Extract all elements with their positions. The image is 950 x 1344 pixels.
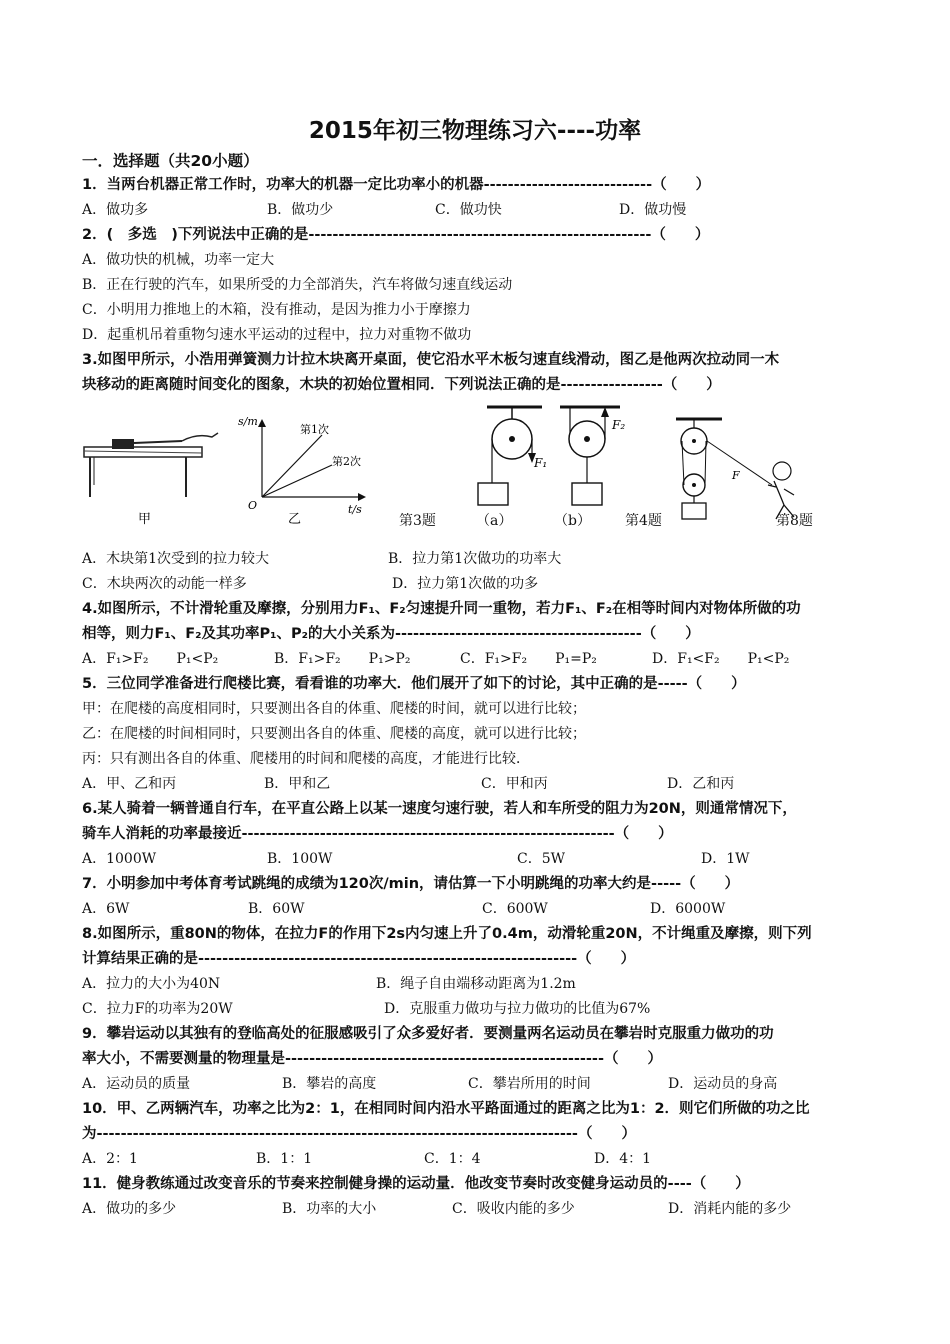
question-5: 5．三位同学准备进行爬楼比赛，看看谁的功率大．他们展开了如下的讨论，其中正确的是-----（ ） [82,676,746,692]
option-c: C．木块两次的动能一样多 [82,576,247,592]
option-a: A．6W [82,901,130,917]
question-8-line-2: 计算结果正确的是---------------------------------------------------------------（ ） [82,951,636,967]
caption-3: 第3题 [399,513,436,529]
option-b: B．做功少 [267,202,334,218]
question-8-options-row-2 [82,998,650,1020]
caption-8: 第8题 [776,513,813,529]
option-b: B．拉力第1次做功的功率大 [388,551,562,567]
figure-4b [560,407,625,505]
origin-label: O [248,499,258,512]
question-2-option-c: C．小明用力推地上的木箱，没有推动，是因为推力小于摩擦力 [82,302,471,318]
graph-line-2 [262,465,332,497]
option-b: B．60W [248,901,305,917]
option-a: A．F₁>F₂ P₁<P₂ [82,651,219,667]
question-11: 11．健身教练通过改变音乐的节奏来控制健身操的运动量．他改变节奏时改变健身运动员的----（ ） [82,1176,750,1192]
figure-yi [238,415,366,527]
option-c: C．做功快 [435,202,502,218]
label-jia: 甲 [138,512,152,527]
question-3-options-row-1 [82,548,561,570]
line-1-label: 第1次 [300,423,329,436]
option-d: D．4：1 [594,1151,652,1167]
page-title: 2015年初三物理练习六----功率 [308,118,642,144]
question-7-options [82,898,725,920]
option-a: A．2：1 [82,1151,138,1167]
question-7: 7．小明参加中考体育考试跳绳的成绩为120次/min，请估算一下小明跳绳的功率大约是-----（ ） [82,876,740,892]
option-d: D．乙和丙 [667,776,735,792]
question-4-line-1: 4.如图所示，不计滑轮重及摩擦，分别用力F₁、F₂匀速提升同一重物，若力F₁、F₂在相等时间内对物体所做的功 [82,601,801,617]
question-5-options [82,773,734,795]
force-f1-label: F₁ [534,456,548,470]
option-c: C．拉力F的功率为20W [82,1001,233,1017]
option-d: D．做功慢 [619,202,687,218]
option-b: B．绳子自由端移动距离为1.2m [376,976,576,992]
option-c: C．攀岩所用的时间 [468,1076,591,1092]
question-3-line-2: 块移动的距离随时间变化的图象，木块的初始位置相同．下列说法正确的是-----------------（ ） [82,377,721,393]
option-a: A．拉力的大小为40N [82,976,221,992]
question-3-options-row-2 [82,573,538,595]
figure-4a [478,407,547,505]
question-10-line-1: 10．甲、乙两辆汽车，功率之比为2：1，在相同时间内沿水平路面通过的距离之比为1：2．则它们所做的功之比 [82,1101,810,1117]
option-b: B．F₁>F₂ P₁>P₂ [274,651,411,667]
question-3-line-1: 3.如图甲所示，小浩用弹簧测力计拉木块离开桌面，使它沿水平木板匀速直线滑动，图乙是他两次拉动同一木 [82,352,780,368]
question-6-options [82,848,750,870]
option-d: D．运动员的身高 [668,1076,778,1092]
option-c: C．吸收内能的多少 [452,1201,575,1217]
caption-a: （a） [476,513,513,529]
question-9-options [82,1073,777,1095]
option-b: B．甲和乙 [264,776,331,792]
question-5-bing: 丙：只有测出各自的体重、爬楼用的时间和爬楼的高度，才能进行比较． [82,751,530,767]
question-11-options [82,1198,791,1220]
question-2-option-a: A．做功快的机械，功率一定大 [82,252,275,268]
force-f-label: F [732,469,740,482]
option-c: C．5W [517,851,566,867]
question-1: 1．当两台机器正常工作时，功率大的机器一定比功率小的机器----------------------------（ ） [82,177,711,193]
option-c: C．F₁>F₂ P₁=P₂ [460,651,597,667]
option-b: B．功率的大小 [282,1201,377,1217]
axis-t-label: t/s [348,503,362,516]
option-d: D．拉力第1次做的功多 [392,576,539,592]
force-f2-label: F₂ [612,418,626,432]
caption-4: 第4题 [625,513,662,529]
question-2-option-d: D．起重机吊着重物匀速水平运动的过程中，拉力对重物不做功 [82,327,472,343]
option-c: C．600W [482,901,548,917]
figures-row [82,395,882,540]
question-10-line-2: 为--------------------------------------------------------------------------------（ ） [82,1126,636,1142]
option-d: D．6000W [650,901,726,917]
option-a: A．做功的多少 [82,1201,177,1217]
figure-jia [84,433,218,527]
question-5-jia: 甲：在爬楼的高度相同时，只要测出各自的体重、爬楼的时间，就可以进行比较； [82,701,586,717]
option-a: A．甲、乙和丙 [82,776,177,792]
option-a: A．运动员的质量 [82,1076,191,1092]
option-d: D．F₁<F₂ P₁<P₂ [652,651,790,667]
line-2-label: 第2次 [332,455,361,468]
question-6-line-2: 骑车人消耗的功率最接近--------------------------------------------------------------（ ） [82,826,673,842]
question-1-options [82,199,686,221]
option-b: B．攀岩的高度 [282,1076,377,1092]
question-6-line-1: 6.某人骑着一辆普通自行车，在平直公路上以某一速度匀速行驶，若人和车所受的阻力为20N，则通常情况下， [82,801,797,817]
question-9-line-2: 率大小，不需要测量的物理量是-----------------------------------------------------（ ） [82,1051,662,1067]
section-heading: 一．选择题（共20小题） [82,152,259,170]
question-2-option-b: B．正在行驶的汽车，如果所受的力全部消失，汽车将做匀速直线运动 [82,277,513,293]
question-2: 2．( 多选 )下列说法中正确的是---------------------------------------------------------（ ） [82,227,710,243]
option-a: A．木块第1次受到的拉力较大 [82,551,270,567]
question-10-options [82,1148,651,1170]
question-8-line-1: 8.如图所示，重80N的物体，在拉力F的作用下2s内匀速上升了0.4m，动滑轮重20N，不计绳重及摩擦，则下列 [82,926,812,942]
option-a: A．做功多 [82,202,149,218]
graph-line-1 [262,435,322,497]
caption-b: （b） [554,513,591,529]
option-d: D．克服重力做功与拉力做功的比值为67% [384,1001,651,1017]
question-4-options [82,648,789,670]
question-4-line-2: 相等，则力F₁、F₂及其功率P₁、P₂的大小关系为-----------------------------------------（ ） [82,626,700,642]
question-5-yi: 乙：在爬楼的时间相同时，只要测出各自的体重、爬楼的高度，就可以进行比较； [82,726,586,742]
option-d: D．消耗内能的多少 [668,1201,792,1217]
option-c: C．甲和丙 [481,776,548,792]
question-8-options-row-1 [82,973,576,995]
axis-s-label: s/m [238,415,258,428]
question-9-line-1: 9．攀岩运动以其独有的登临高处的征服感吸引了众多爱好者．要测量两名运动员在攀岩时克服重力做功的功 [82,1026,774,1042]
option-c: C．1：4 [424,1151,481,1167]
option-b: B．100W [267,851,333,867]
option-b: B．1：1 [256,1151,313,1167]
label-yi: 乙 [288,512,302,527]
option-a: A．1000W [82,851,157,867]
figure-8 [676,419,794,519]
option-d: D．1W [701,851,750,867]
